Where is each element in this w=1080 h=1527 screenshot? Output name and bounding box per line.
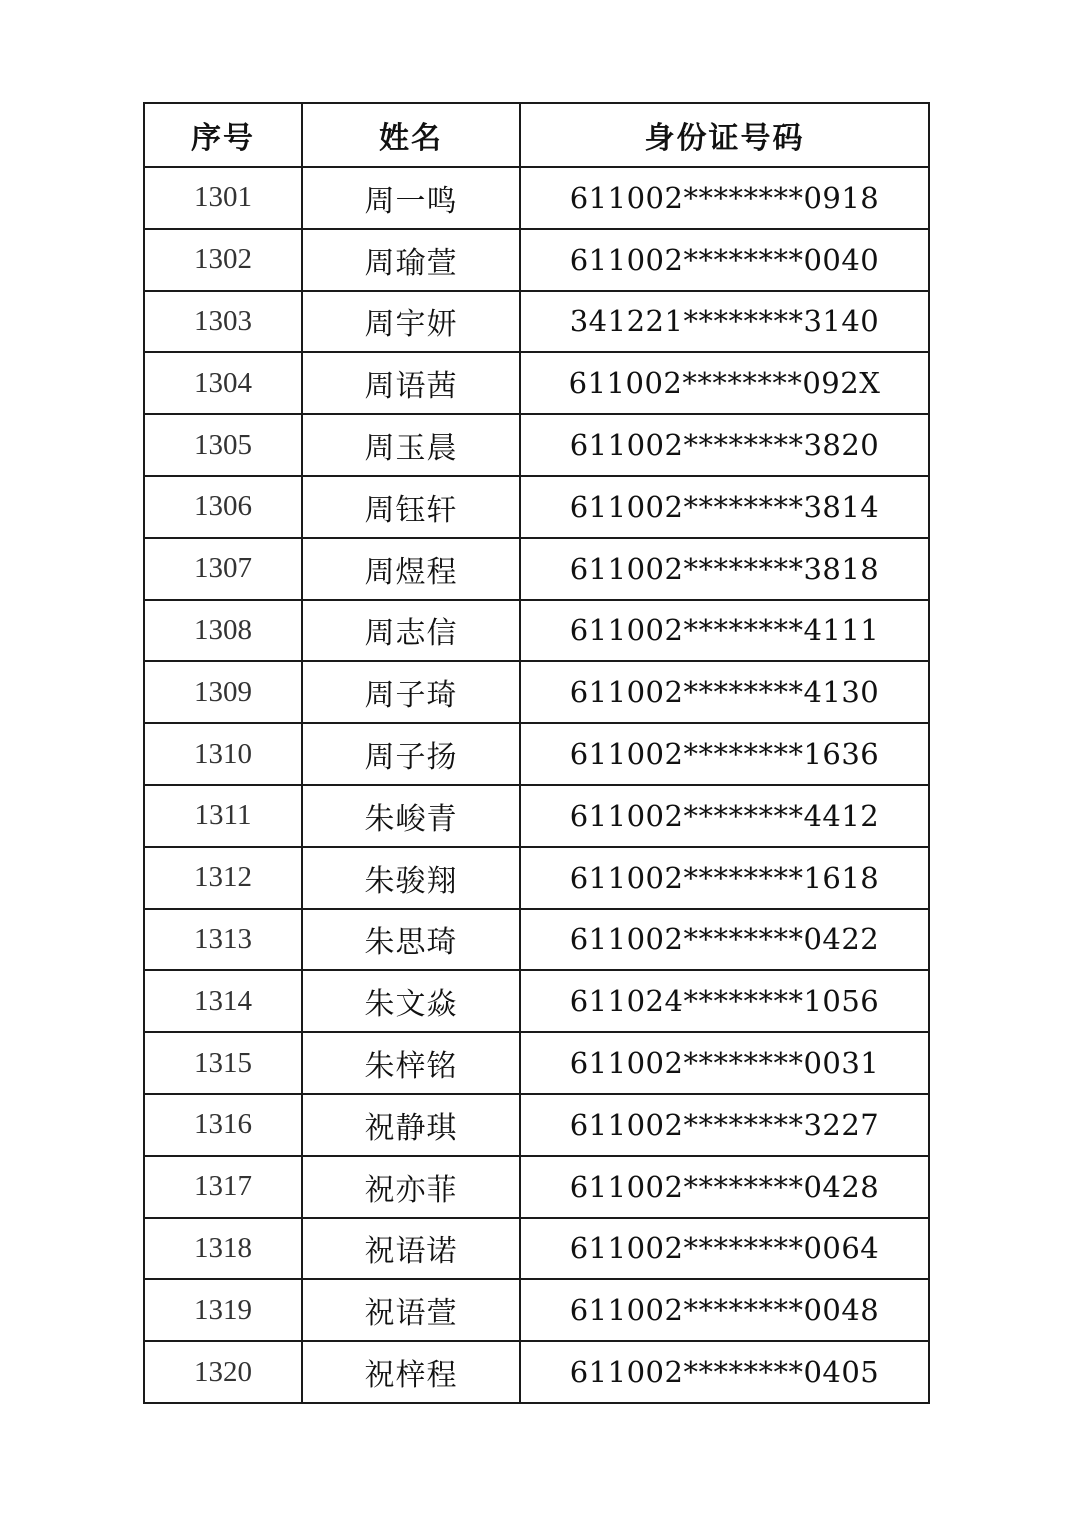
cell-name: 朱梓铭 bbox=[302, 1032, 520, 1094]
cell-name: 朱骏翔 bbox=[302, 847, 520, 909]
cell-name: 周志信 bbox=[302, 600, 520, 662]
table-row bbox=[144, 723, 929, 785]
cell-id-number: 611002********3818 bbox=[520, 538, 929, 600]
table-row bbox=[144, 291, 929, 353]
cell-name: 祝语萱 bbox=[302, 1279, 520, 1341]
cell-sequence-number: 1309 bbox=[144, 661, 302, 723]
cell-name: 周钰轩 bbox=[302, 476, 520, 538]
cell-id-number: 611002********0048 bbox=[520, 1279, 929, 1341]
table-row bbox=[144, 1341, 929, 1403]
cell-sequence-number: 1305 bbox=[144, 414, 302, 476]
table-row bbox=[144, 600, 929, 662]
table-row bbox=[144, 352, 929, 414]
table-row bbox=[144, 1279, 929, 1341]
table-body bbox=[144, 167, 929, 1403]
cell-id-number: 341221********3140 bbox=[520, 291, 929, 353]
cell-sequence-number: 1315 bbox=[144, 1032, 302, 1094]
table-row bbox=[144, 1218, 929, 1280]
cell-sequence-number: 1307 bbox=[144, 538, 302, 600]
table-row bbox=[144, 847, 929, 909]
table-row bbox=[144, 476, 929, 538]
column-header-name: 姓名 bbox=[302, 103, 520, 167]
header-row bbox=[144, 103, 929, 167]
cell-sequence-number: 1310 bbox=[144, 723, 302, 785]
column-header-id: 身份证号码 bbox=[520, 103, 929, 167]
cell-name: 祝梓程 bbox=[302, 1341, 520, 1403]
cell-sequence-number: 1319 bbox=[144, 1279, 302, 1341]
column-header-seq: 序号 bbox=[144, 103, 302, 167]
cell-id-number: 611002********0040 bbox=[520, 229, 929, 291]
cell-sequence-number: 1320 bbox=[144, 1341, 302, 1403]
cell-id-number: 611002********4111 bbox=[520, 600, 929, 662]
cell-id-number: 611002********0422 bbox=[520, 909, 929, 971]
cell-sequence-number: 1301 bbox=[144, 167, 302, 229]
cell-sequence-number: 1304 bbox=[144, 352, 302, 414]
cell-id-number: 611002********4130 bbox=[520, 661, 929, 723]
table-row bbox=[144, 1094, 929, 1156]
cell-id-number: 611024********1056 bbox=[520, 970, 929, 1032]
cell-id-number: 611002********3814 bbox=[520, 476, 929, 538]
cell-sequence-number: 1311 bbox=[144, 785, 302, 847]
table-row bbox=[144, 229, 929, 291]
table-row bbox=[144, 970, 929, 1032]
cell-id-number: 611002********0428 bbox=[520, 1156, 929, 1218]
cell-name: 周瑜萱 bbox=[302, 229, 520, 291]
cell-sequence-number: 1313 bbox=[144, 909, 302, 971]
cell-id-number: 611002********3227 bbox=[520, 1094, 929, 1156]
cell-name: 周一鸣 bbox=[302, 167, 520, 229]
cell-id-number: 611002********0918 bbox=[520, 167, 929, 229]
table-row bbox=[144, 1032, 929, 1094]
roster-table bbox=[143, 102, 930, 1404]
cell-sequence-number: 1312 bbox=[144, 847, 302, 909]
cell-id-number: 611002********1636 bbox=[520, 723, 929, 785]
cell-sequence-number: 1317 bbox=[144, 1156, 302, 1218]
table-row bbox=[144, 1156, 929, 1218]
cell-id-number: 611002********092X bbox=[520, 352, 929, 414]
cell-id-number: 611002********1618 bbox=[520, 847, 929, 909]
cell-id-number: 611002********3820 bbox=[520, 414, 929, 476]
cell-sequence-number: 1318 bbox=[144, 1218, 302, 1280]
cell-name: 祝语诺 bbox=[302, 1218, 520, 1280]
cell-sequence-number: 1316 bbox=[144, 1094, 302, 1156]
cell-name: 周语茜 bbox=[302, 352, 520, 414]
table-row bbox=[144, 538, 929, 600]
table-row bbox=[144, 785, 929, 847]
cell-name: 朱思琦 bbox=[302, 909, 520, 971]
cell-name: 朱文焱 bbox=[302, 970, 520, 1032]
cell-name: 祝亦菲 bbox=[302, 1156, 520, 1218]
cell-name: 周子扬 bbox=[302, 723, 520, 785]
cell-sequence-number: 1303 bbox=[144, 291, 302, 353]
cell-name: 周子琦 bbox=[302, 661, 520, 723]
cell-name: 周宇妍 bbox=[302, 291, 520, 353]
table-row bbox=[144, 167, 929, 229]
cell-id-number: 611002********0031 bbox=[520, 1032, 929, 1094]
table-header bbox=[144, 103, 929, 167]
cell-id-number: 611002********0405 bbox=[520, 1341, 929, 1403]
cell-name: 祝静琪 bbox=[302, 1094, 520, 1156]
cell-sequence-number: 1308 bbox=[144, 600, 302, 662]
cell-sequence-number: 1306 bbox=[144, 476, 302, 538]
cell-sequence-number: 1302 bbox=[144, 229, 302, 291]
cell-sequence-number: 1314 bbox=[144, 970, 302, 1032]
cell-name: 朱峻青 bbox=[302, 785, 520, 847]
cell-name: 周玉晨 bbox=[302, 414, 520, 476]
cell-id-number: 611002********4412 bbox=[520, 785, 929, 847]
table-row bbox=[144, 414, 929, 476]
table-row bbox=[144, 661, 929, 723]
table-row bbox=[144, 909, 929, 971]
cell-id-number: 611002********0064 bbox=[520, 1218, 929, 1280]
cell-name: 周煜程 bbox=[302, 538, 520, 600]
